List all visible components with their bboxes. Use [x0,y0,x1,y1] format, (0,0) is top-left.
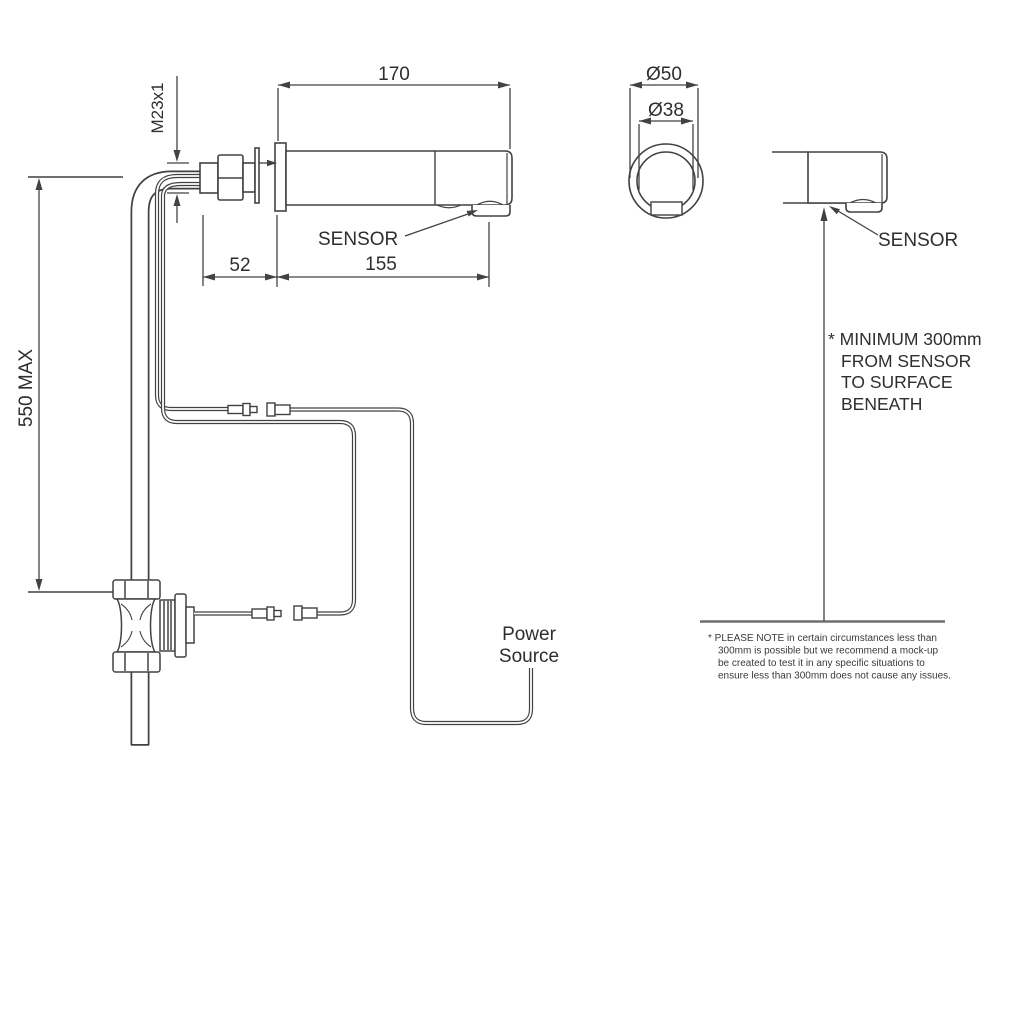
valve-cable-connector [194,606,317,620]
gland-nut [200,163,218,193]
power-source-line1: Power [502,624,556,645]
minimum-note-line4: BENEATH [841,394,923,414]
valve-body [117,599,155,652]
tap-barrel [286,151,512,205]
fine-print-line3: be created to test it in any specific situations to [718,658,925,669]
sensor-label-detail: SENSOR [878,230,959,251]
fine-print-line1: * PLEASE NOTE in certain circumstances less than [708,633,937,644]
sensor-leader-main [405,214,468,236]
spout-main [472,205,510,216]
washer-bar [255,148,259,203]
inline-connector-socket [267,403,290,416]
connector-piece [243,163,255,192]
solenoid-valve [113,580,194,672]
spout-detail-view [772,152,887,212]
minimum-note-line1: * MINIMUM 300mm [828,329,982,349]
fine-print-note [708,633,951,682]
minimum-note-line2: FROM SENSOR [841,351,972,371]
min300-up-arrow [821,207,828,221]
inline-connector-plug [228,404,257,416]
fine-print-line4: ensure less than 300mm does not cause any issues. [718,670,951,682]
wall-flange [275,143,286,211]
valve-nut-bottom [113,652,160,672]
valve-connector-socket [294,606,302,620]
sensor-window-endview [651,202,682,215]
construction-lines [28,177,945,622]
sensor-leader-detail [838,211,878,235]
valve-nut-top [113,580,160,599]
solenoid-stub [186,607,194,643]
spout-detail-body [808,152,887,203]
tap-inlet-fittings [200,148,259,203]
fine-print-line2: 300mm is possible but we recommend a mock-up [718,645,939,657]
dim-155: 155 [365,254,397,275]
minimum-note [828,329,982,414]
spout-detail-outlet [846,203,882,212]
dim-170: 170 [378,64,410,85]
solenoid-flange [175,594,186,657]
sensor-label-main: SENSOR [318,229,399,250]
dim-d50: Ø50 [646,64,682,85]
sensor-cable-power [157,176,531,723]
tap-body-main-view [275,143,512,216]
minimum-note-line3: TO SURFACE [841,372,953,392]
dim-550-max: 550 MAX [16,348,37,428]
valve-connector-plug [252,609,267,618]
dim-d38: Ø38 [648,100,684,121]
sensor-arrow-detail [829,206,840,214]
power-source-line2: Source [498,646,560,667]
dim-m23x1: M23x1 [148,82,167,134]
dim-52: 52 [229,255,251,276]
tap-end-view [629,144,703,218]
